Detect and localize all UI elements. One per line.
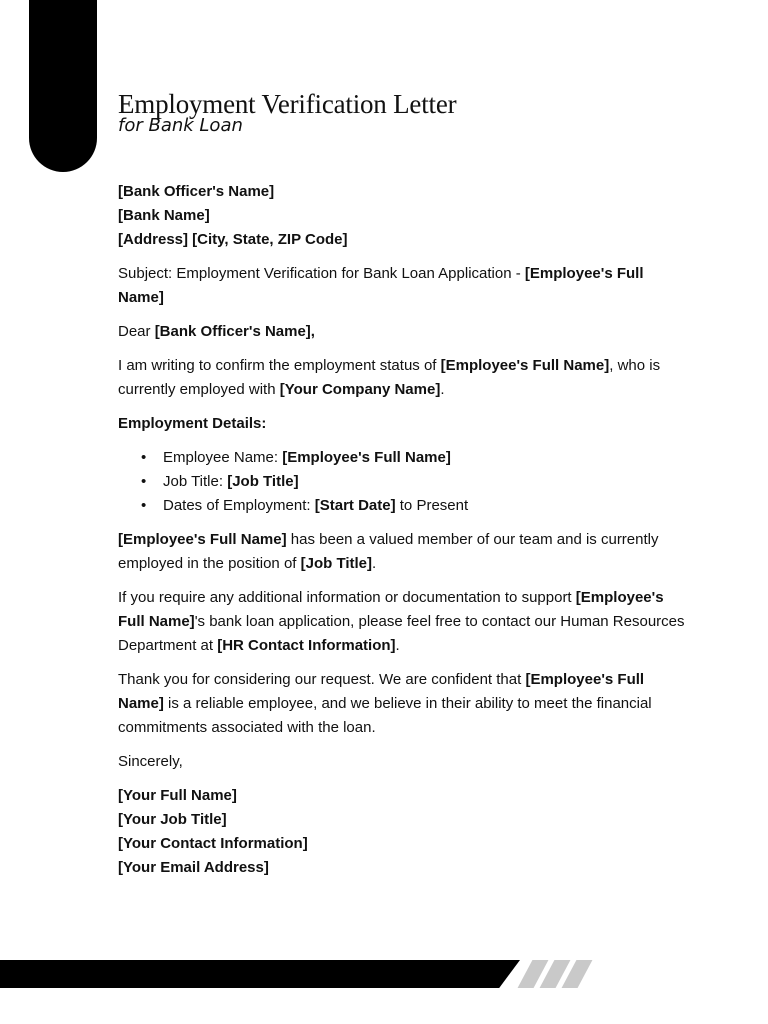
letter-body <box>118 180 693 890</box>
signature-contact: [Your Contact Information] <box>118 835 308 852</box>
recipient-block <box>118 180 693 252</box>
info-employee-name: [Employee's Full Name] <box>118 589 664 630</box>
valued-job-title: [Job Title] <box>300 555 373 572</box>
intro-text-1: I am writing to confirm the employment status of <box>118 357 441 374</box>
details-heading-text: Employment Details: <box>118 415 267 432</box>
detail-value: [Start Date] <box>314 497 396 514</box>
list-item <box>163 446 693 470</box>
intro-text-2: , who is currently employed with <box>118 357 661 398</box>
details-heading <box>118 412 693 436</box>
intro-employee-name: [Employee's Full Name] <box>440 357 610 374</box>
details-list <box>118 446 693 518</box>
salutation-prefix: Dear <box>118 323 155 340</box>
footer-stripes <box>513 960 593 988</box>
valued-text-1: has been a valued member of our team and is currently employed in the position of <box>118 531 659 572</box>
signature-block <box>118 784 693 880</box>
info-hr-contact: [HR Contact Information] <box>217 637 396 654</box>
recipient-address: [Address] [City, State, ZIP Code] <box>118 231 348 248</box>
thanks-paragraph <box>118 668 693 740</box>
valued-paragraph <box>118 528 693 576</box>
salutation-name: [Bank Officer's Name], <box>154 323 315 340</box>
subject-line <box>118 262 693 310</box>
info-paragraph <box>118 586 693 658</box>
info-text-1: If you require any additional information or documentation to support <box>118 589 576 606</box>
signature-job-title: [Your Job Title] <box>118 811 227 828</box>
signature-email: [Your Email Address] <box>118 859 269 876</box>
intro-text-3: . <box>440 381 445 398</box>
decorative-black-tab <box>29 0 97 172</box>
closing: Sincerely, <box>118 753 183 770</box>
list-item <box>163 470 693 494</box>
thanks-text-1: Thank you for considering our request. We are confident that <box>118 671 526 688</box>
footer-black-bar <box>0 960 520 988</box>
detail-value: [Job Title] <box>227 473 299 490</box>
info-text-3: . <box>395 637 400 654</box>
signature-name: [Your Full Name] <box>118 787 237 804</box>
subject-employee-name: [Employee's Full Name] <box>118 265 644 306</box>
intro-paragraph <box>118 354 693 402</box>
valued-employee-name: [Employee's Full Name] <box>118 531 287 548</box>
recipient-officer-name: [Bank Officer's Name] <box>118 183 275 200</box>
detail-label: Job Title: <box>163 473 228 490</box>
info-text-2: 's bank loan application, please feel free to contact our Human Resources Department at <box>118 613 685 654</box>
intro-company-name: [Your Company Name] <box>279 381 441 398</box>
recipient-bank-name: [Bank Name] <box>118 207 210 224</box>
thanks-employee-name: [Employee's Full Name] <box>118 671 645 712</box>
valued-text-2: . <box>372 555 377 572</box>
thanks-text-2: is a reliable employee, and we believe in their ability to meet the financial commitments associated with the loan. <box>118 695 652 736</box>
page-title: Employment Verification Letter <box>118 89 457 119</box>
detail-suffix: to Present <box>395 497 469 514</box>
detail-value: [Employee's Full Name] <box>282 449 451 466</box>
detail-label: Employee Name: <box>163 449 283 466</box>
list-item <box>163 494 693 518</box>
header <box>118 88 456 136</box>
page-subtitle: for Bank Loan <box>118 115 243 136</box>
subject-prefix: Subject: Employment Verification for Bank Loan Application - <box>118 265 525 282</box>
detail-label: Dates of Employment: <box>163 497 315 514</box>
salutation <box>118 320 693 344</box>
